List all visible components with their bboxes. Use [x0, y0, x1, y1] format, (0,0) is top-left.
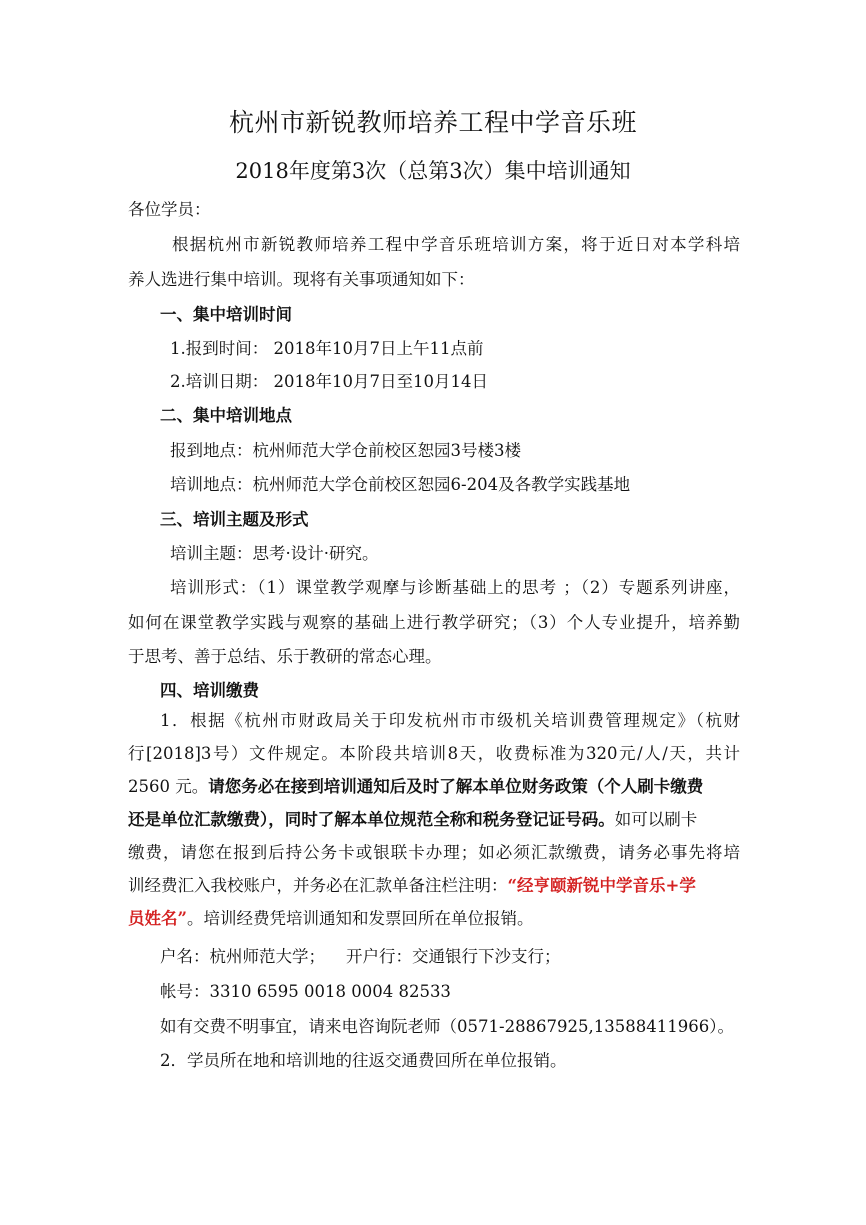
reimbursement-text: 。培训经费凭培训通知和发票回所在单位报销。 [187, 909, 534, 928]
intro-line-2: 养人选进行集中培训。现将有关事项通知如下： [128, 270, 475, 289]
training-location: 培训地点：杭州师范大学仓前校区恕园6-204及各教学实践基地 [170, 475, 631, 494]
fee-notice-bold-2: 还是单位汇款缴费），同时了解本单位规范全称和税务登记证号码。 [128, 810, 615, 829]
intro-line-1: 根据杭州市新锐教师培养工程中学音乐班培训方案，将于近日对本学科培 [172, 235, 740, 254]
training-theme: 培训主题：思考·设计·研究。 [170, 544, 379, 563]
training-form-line-3: 于思考、善于总结、乐于教研的常态心理。 [128, 647, 442, 666]
travel-reimbursement: 2．学员所在地和培训地的往返交通费回所在单位报销。 [160, 1051, 567, 1070]
remit-note-red-1: “经亨颐新锐中学音乐+学 [507, 876, 696, 895]
section-2-heading: 二、集中培训地点 [160, 406, 292, 425]
fee-notice-bold-1: 请您务必在接到培训通知后及时了解本单位财务政策（个人刷卡缴费 [208, 777, 704, 796]
fee-line-6 [128, 874, 696, 898]
fee-line-3 [128, 775, 703, 799]
fee-line-1: 1．根据《杭州市财政局关于印发杭州市市级机关培训费管理规定》（杭财 [160, 711, 740, 730]
contact-info: 如有交费不明事宜，请来电咨询阮老师（0571-28867925,13588411966）。 [160, 1017, 735, 1036]
training-dates: 2.培训日期： 2018年10月7日至10月14日 [170, 372, 488, 391]
greeting: 各位学员： [128, 200, 211, 219]
fee-total: 2560 元。 [128, 777, 209, 796]
fee-line-5: 缴费，请您在报到后持公务卡或银联卡办理；如必须汇款缴费，请务必事先将培 [128, 843, 740, 862]
training-form-line-2: 如何在课堂教学实践与观察的基础上进行教学研究；（3）个人专业提升，培养勤 [128, 613, 740, 632]
report-location: 报到地点：杭州师范大学仓前校区恕园3号楼3楼 [170, 441, 521, 460]
document-subtitle: 2018年度第3次（总第3次）集中培训通知 [235, 159, 631, 183]
account-name: 户名：杭州师范大学； 开户行：交通银行下沙支行； [160, 947, 561, 966]
fee-remit-text: 训经费汇入我校账户，并务必在汇款单备注栏注明： [128, 876, 508, 895]
section-4-heading: 四、培训缴费 [160, 681, 259, 700]
fee-line-4 [128, 808, 697, 832]
report-time: 1.报到时间： 2018年10月7日上午11点前 [170, 339, 484, 358]
fee-line-2: 行[2018]3号）文件规定。本阶段共培训8天，收费标准为320元/人/天，共计 [128, 744, 740, 763]
section-1-heading: 一、集中培训时间 [160, 305, 292, 324]
account-number: 帐号：3310 6595 0018 0004 82533 [160, 982, 451, 1001]
section-3-heading: 三、培训主题及形式 [160, 510, 309, 529]
training-form-line-1: 培训形式：（1）课堂教学观摩与诊断基础上的思考 ；（2）专题系列讲座， [170, 578, 740, 597]
remit-note-red-2: 员姓名” [128, 909, 187, 928]
fee-line-7 [128, 907, 534, 931]
fee-card-text: 如可以刷卡 [614, 810, 698, 829]
document-title: 杭州市新锐教师培养工程中学音乐班 [228, 108, 637, 137]
